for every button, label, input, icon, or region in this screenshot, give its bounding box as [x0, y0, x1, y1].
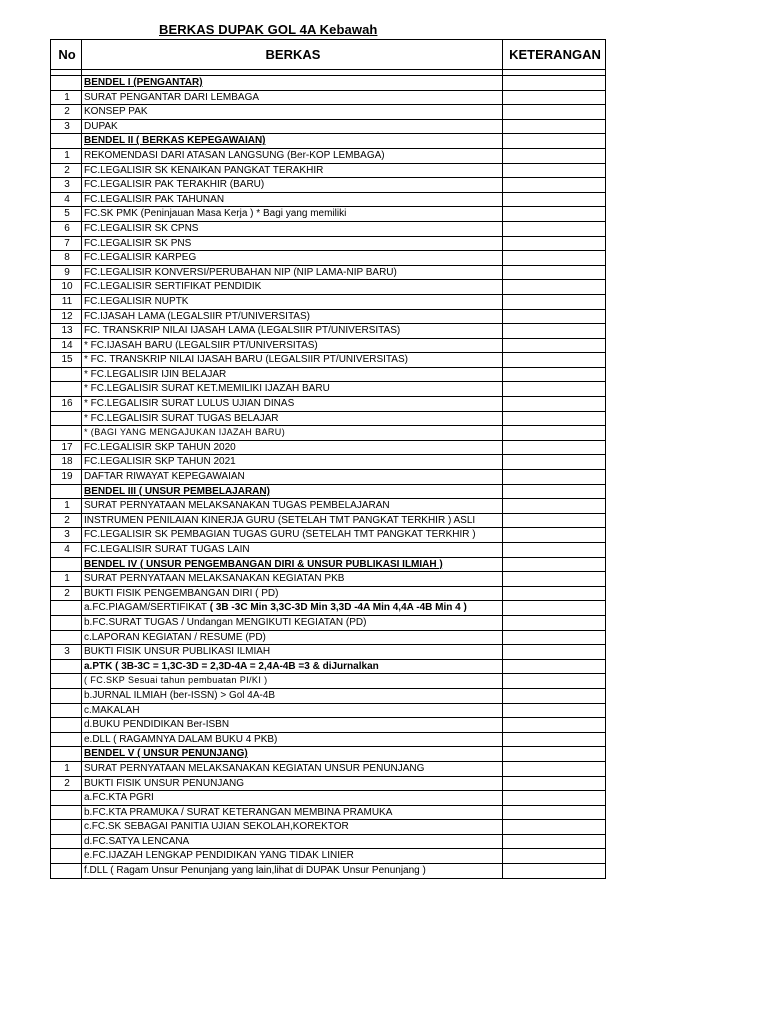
row-number: 12 — [51, 309, 82, 324]
berkas-cell — [82, 178, 503, 193]
keterangan-cell — [503, 805, 606, 820]
berkas-cell — [82, 148, 503, 163]
section-row — [51, 134, 606, 149]
berkas-cell — [82, 397, 503, 412]
table-row — [51, 148, 606, 163]
row-number — [51, 76, 82, 91]
table-row — [51, 236, 606, 251]
header-no: No — [51, 40, 82, 70]
section-row — [51, 747, 606, 762]
berkas-text: b.JURNAL ILMIAH (ber-ISSN) > Gol 4A-4B — [84, 689, 276, 701]
table-row — [51, 163, 606, 178]
table-row — [51, 572, 606, 587]
row-number: 3 — [51, 119, 82, 134]
berkas-text: SURAT PENGANTAR DARI LEMBAGA — [84, 91, 260, 103]
row-number: 19 — [51, 470, 82, 485]
row-number: 2 — [51, 586, 82, 601]
keterangan-cell — [503, 90, 606, 105]
keterangan-cell — [503, 119, 606, 134]
berkas-cell — [82, 367, 503, 382]
berkas-cell — [82, 163, 503, 178]
section-row — [51, 76, 606, 91]
berkas-extra-text: ( 3B -3C Min 3,3C-3D Min 3,3D -4A Min 4,4A -4B Min 4 ) — [206, 602, 467, 614]
berkas-cell — [82, 732, 503, 747]
table-row — [51, 513, 606, 528]
berkas-text: FC.LEGALISIR KONVERSI/PERUBAHAN NIP (NIP LAMA-NIP BARU) — [84, 266, 397, 278]
table-row — [51, 192, 606, 207]
table-row — [51, 659, 606, 674]
berkas-text: REKOMENDASI DARI ATASAN LANGSUNG (Ber-KOP LEMBAGA) — [84, 149, 385, 161]
berkas-cell — [82, 207, 503, 222]
table-row — [51, 820, 606, 835]
row-number: 15 — [51, 353, 82, 368]
berkas-text: FC.LEGALISIR SK KENAIKAN PANGKAT TERAKHIR — [84, 164, 324, 176]
row-number — [51, 134, 82, 149]
berkas-cell — [82, 90, 503, 105]
berkas-text: KONSEP PAK — [84, 106, 148, 118]
berkas-text: SURAT PERNYATAAN MELAKSANAKAN KEGIATAN PKB — [84, 573, 345, 585]
row-number: 14 — [51, 338, 82, 353]
berkas-text: FC.LEGALISIR KARPEG — [84, 252, 197, 264]
keterangan-cell — [503, 236, 606, 251]
table-row — [51, 703, 606, 718]
keterangan-cell — [503, 849, 606, 864]
table-row — [51, 90, 606, 105]
table-row — [51, 688, 606, 703]
berkas-text: * FC.LEGALISIR SURAT KET.MEMILIKI IJAZAH BARU — [84, 383, 330, 395]
keterangan-cell — [503, 397, 606, 412]
row-number: 10 — [51, 280, 82, 295]
table-row — [51, 761, 606, 776]
berkas-cell — [82, 761, 503, 776]
berkas-text: SURAT PERNYATAAN MELAKSANAKAN KEGIATAN UNSUR PENUNJANG — [84, 762, 425, 774]
berkas-cell — [82, 601, 503, 616]
berkas-cell — [82, 382, 503, 397]
berkas-cell — [82, 236, 503, 251]
keterangan-cell — [503, 601, 606, 616]
row-number: 2 — [51, 776, 82, 791]
berkas-text: b.FC.KTA PRAMUKA / SURAT KETERANGAN MEMBINA PRAMUKA — [84, 806, 393, 818]
berkas-text: FC.IJASAH LAMA (LEGALSIIR PT/UNIVERSITAS) — [84, 310, 310, 322]
row-number: 1 — [51, 148, 82, 163]
keterangan-cell — [503, 703, 606, 718]
berkas-cell — [82, 324, 503, 339]
keterangan-cell — [503, 265, 606, 280]
berkas-text: * (BAGI YANG MENGAJUKAN IJAZAH BARU) — [84, 427, 286, 438]
keterangan-cell — [503, 367, 606, 382]
keterangan-cell — [503, 630, 606, 645]
keterangan-cell — [503, 674, 606, 689]
berkas-text: FC.LEGALISIR SKP TAHUN 2020 — [84, 441, 236, 453]
berkas-cell — [82, 294, 503, 309]
row-number: 8 — [51, 251, 82, 266]
keterangan-cell — [503, 148, 606, 163]
berkas-text: FC.LEGALISIR SKP TAHUN 2021 — [84, 456, 236, 468]
berkas-cell — [82, 791, 503, 806]
berkas-cell — [82, 280, 503, 295]
berkas-text: * FC.LEGALISIR IJIN BELAJAR — [84, 368, 227, 380]
table-row — [51, 499, 606, 514]
keterangan-cell — [503, 309, 606, 324]
header-berkas: BERKAS — [82, 40, 503, 70]
keterangan-cell — [503, 513, 606, 528]
document-title: BERKAS DUPAK GOL 4A Kebawah — [159, 22, 378, 37]
keterangan-cell — [503, 470, 606, 485]
table-row — [51, 309, 606, 324]
berkas-cell — [82, 630, 503, 645]
berkas-text: FC.LEGALISIR SURAT TUGAS LAIN — [84, 544, 250, 555]
berkas-text: FC.SK PMK (Peninjauan Masa Kerja ) * Bagi yang memiliki — [84, 208, 347, 220]
keterangan-cell — [503, 659, 606, 674]
table-row — [51, 732, 606, 747]
table-row — [51, 105, 606, 120]
row-number: 7 — [51, 236, 82, 251]
section-title: BENDEL II ( BERKAS KEPEGAWAIAN) — [84, 135, 266, 147]
table-row — [51, 397, 606, 412]
keterangan-cell — [503, 134, 606, 149]
row-number: 2 — [51, 513, 82, 528]
row-number — [51, 382, 82, 397]
berkas-cell — [82, 221, 503, 236]
section-title: BENDEL I (PENGANTAR) — [84, 77, 203, 88]
row-number — [51, 849, 82, 864]
keterangan-cell — [503, 615, 606, 630]
row-number — [51, 703, 82, 718]
table-row — [51, 864, 606, 879]
keterangan-cell — [503, 528, 606, 543]
berkas-cell — [82, 543, 503, 558]
row-number: 3 — [51, 178, 82, 193]
row-number: 1 — [51, 90, 82, 105]
berkas-text: c.MAKALAH — [84, 704, 140, 716]
section-heading — [82, 484, 503, 499]
row-number — [51, 484, 82, 499]
keterangan-cell — [503, 586, 606, 601]
table-row — [51, 324, 606, 339]
header-row — [51, 40, 606, 70]
berkas-cell — [82, 338, 503, 353]
keterangan-cell — [503, 426, 606, 441]
keterangan-cell — [503, 440, 606, 455]
table-row — [51, 221, 606, 236]
berkas-text: FC.LEGALISIR PAK TAHUNAN — [84, 193, 225, 205]
row-number: 6 — [51, 221, 82, 236]
section-row — [51, 484, 606, 499]
berkas-text: * FC.LEGALISIR SURAT LULUS UJIAN DINAS — [84, 398, 295, 410]
keterangan-cell — [503, 251, 606, 266]
table-row — [51, 367, 606, 382]
table-row — [51, 382, 606, 397]
section-heading — [82, 134, 503, 149]
berkas-text: FC.LEGALISIR SERTIFIKAT PENDIDIK — [84, 281, 262, 293]
table-row — [51, 119, 606, 134]
row-number: 18 — [51, 455, 82, 470]
berkas-text: BUKTI FISIK PENGEMBANGAN DIRI ( PD) — [84, 587, 279, 599]
keterangan-cell — [503, 820, 606, 835]
row-number — [51, 557, 82, 572]
keterangan-cell — [503, 76, 606, 91]
berkas-cell — [82, 513, 503, 528]
berkas-cell — [82, 572, 503, 587]
section-heading — [82, 557, 503, 572]
berkas-text: a.FC.PIAGAM/SERTIFIKAT — [84, 602, 207, 614]
keterangan-cell — [503, 791, 606, 806]
berkas-text: FC.LEGALISIR PAK TERAKHIR (BARU) — [84, 179, 265, 191]
berkas-cell — [82, 119, 503, 134]
keterangan-cell — [503, 455, 606, 470]
berkas-text: * FC.IJASAH BARU (LEGALSIIR PT/UNIVERSITAS) — [84, 339, 318, 351]
keterangan-cell — [503, 834, 606, 849]
berkas-cell — [82, 776, 503, 791]
berkas-cell — [82, 251, 503, 266]
berkas-cell — [82, 440, 503, 455]
row-number: 3 — [51, 528, 82, 543]
row-number: 2 — [51, 163, 82, 178]
row-number — [51, 659, 82, 674]
keterangan-cell — [503, 178, 606, 193]
table-row — [51, 353, 606, 368]
berkas-text: INSTRUMEN PENILAIAN KINERJA GURU (SETELAH TMT PANGKAT TERKHIR ) ASLI — [84, 514, 476, 526]
berkas-cell — [82, 470, 503, 485]
berkas-cell — [82, 528, 503, 543]
keterangan-cell — [503, 411, 606, 426]
table-row — [51, 615, 606, 630]
berkas-cell — [82, 645, 503, 660]
row-number — [51, 834, 82, 849]
row-number — [51, 688, 82, 703]
table-row — [51, 426, 606, 441]
keterangan-cell — [503, 864, 606, 879]
section-row — [51, 557, 606, 572]
berkas-text: SURAT PERNYATAAN MELAKSANAKAN TUGAS PEMBELAJARAN — [84, 500, 390, 512]
berkas-cell — [82, 499, 503, 514]
berkas-text: b.FC.SURAT TUGAS / Undangan MENGIKUTI KEGIATAN (PD) — [84, 616, 367, 628]
keterangan-cell — [503, 718, 606, 733]
table-row — [51, 294, 606, 309]
berkas-cell — [82, 455, 503, 470]
berkas-cell — [82, 849, 503, 864]
row-number — [51, 805, 82, 820]
table-row — [51, 718, 606, 733]
table-row — [51, 338, 606, 353]
table-row — [51, 791, 606, 806]
berkas-text: FC.LEGALISIR SK PEMBAGIAN TUGAS GURU (SETELAH TMT PANGKAT TERKHIR ) — [84, 529, 476, 541]
table-row — [51, 440, 606, 455]
berkas-text: BUKTI FISIK UNSUR PENUNJANG — [84, 777, 245, 789]
table-row — [51, 586, 606, 601]
table-row — [51, 776, 606, 791]
keterangan-cell — [503, 572, 606, 587]
keterangan-cell — [503, 163, 606, 178]
table-row — [51, 470, 606, 485]
berkas-cell — [82, 586, 503, 601]
row-number — [51, 864, 82, 879]
keterangan-cell — [503, 280, 606, 295]
keterangan-cell — [503, 761, 606, 776]
keterangan-cell — [503, 207, 606, 222]
berkas-text: DUPAK — [84, 120, 118, 132]
section-heading — [82, 747, 503, 762]
keterangan-cell — [503, 484, 606, 499]
berkas-text: c.LAPORAN KEGIATAN / RESUME (PD) — [84, 631, 266, 643]
berkas-text: FC. TRANSKRIP NILAI IJASAH LAMA (LEGALSIIR PT/UNIVERSITAS) — [84, 325, 401, 337]
berkas-cell — [82, 615, 503, 630]
row-number: 11 — [51, 294, 82, 309]
row-number: 5 — [51, 207, 82, 222]
keterangan-cell — [503, 557, 606, 572]
berkas-text: e.FC.IJAZAH LENGKAP PENDIDIKAN YANG TIDAK LINIER — [84, 850, 354, 862]
berkas-text: FC.LEGALISIR SK CPNS — [84, 222, 199, 234]
berkas-cell — [82, 659, 503, 674]
row-number: 16 — [51, 397, 82, 412]
berkas-text: DAFTAR RIWAYAT KEPEGAWAIAN — [84, 471, 245, 483]
berkas-cell — [82, 834, 503, 849]
berkas-cell — [82, 820, 503, 835]
berkas-cell — [82, 265, 503, 280]
berkas-cell — [82, 703, 503, 718]
table-row — [51, 630, 606, 645]
berkas-text: FC.LEGALISIR SK PNS — [84, 237, 192, 249]
keterangan-cell — [503, 294, 606, 309]
berkas-cell — [82, 805, 503, 820]
berkas-text: * FC. TRANSKRIP NILAI IJASAH BARU (LEGALSIIR PT/UNIVERSITAS) — [84, 354, 408, 366]
berkas-text: e.DLL ( RAGAMNYA DALAM BUKU 4 PKB) — [84, 733, 278, 745]
berkas-text: a.FC.KTA PGRI — [84, 792, 154, 804]
berkas-text: c.FC.SK SEBAGAI PANITIA UJIAN SEKOLAH,KOREKTOR — [84, 821, 349, 833]
berkas-cell — [82, 674, 503, 689]
keterangan-cell — [503, 747, 606, 762]
keterangan-cell — [503, 324, 606, 339]
table-row — [51, 674, 606, 689]
keterangan-cell — [503, 732, 606, 747]
row-number — [51, 615, 82, 630]
row-number — [51, 367, 82, 382]
berkas-text: d.FC.SATYA LENCANA — [84, 835, 190, 847]
row-number: 1 — [51, 572, 82, 587]
berkas-text: BUKTI FISIK UNSUR PUBLIKASI ILMIAH — [84, 646, 271, 658]
berkas-cell — [82, 353, 503, 368]
row-number: 17 — [51, 440, 82, 455]
section-title: BENDEL V ( UNSUR PENUNJANG) — [84, 748, 248, 760]
keterangan-cell — [503, 645, 606, 660]
berkas-cell — [82, 718, 503, 733]
keterangan-cell — [503, 221, 606, 236]
berkas-table-body — [51, 40, 606, 879]
section-title: BENDEL III ( UNSUR PEMBELAJARAN) — [84, 485, 270, 497]
row-number — [51, 674, 82, 689]
table-row — [51, 265, 606, 280]
row-number — [51, 630, 82, 645]
berkas-cell — [82, 688, 503, 703]
row-number — [51, 426, 82, 441]
row-number: 9 — [51, 265, 82, 280]
berkas-cell — [82, 309, 503, 324]
row-number: 1 — [51, 761, 82, 776]
section-title: BENDEL IV ( UNSUR PENGEMBANGAN DIRI & UNSUR PUBLIKASI ILMIAH ) — [84, 558, 443, 570]
keterangan-cell — [503, 105, 606, 120]
table-row — [51, 251, 606, 266]
keterangan-cell — [503, 338, 606, 353]
row-number — [51, 791, 82, 806]
berkas-text: a.PTK ( 3B-3C = 1,3C-3D = 2,3D-4A = 2,4A-4B =3 & diJurnalkan — [84, 660, 379, 672]
table-row — [51, 411, 606, 426]
berkas-text: f.DLL ( Ragam Unsur Penunjang yang lain,lihat di DUPAK Unsur Penunjang ) — [84, 865, 426, 877]
berkas-cell — [82, 105, 503, 120]
table-row — [51, 280, 606, 295]
keterangan-cell — [503, 543, 606, 558]
keterangan-cell — [503, 353, 606, 368]
berkas-cell — [82, 411, 503, 426]
section-heading — [82, 76, 503, 91]
berkas-text: ( FC.SKP Sesuai tahun pembuatan PI/KI ) — [84, 675, 268, 686]
table-row — [51, 834, 606, 849]
row-number: 13 — [51, 324, 82, 339]
row-number — [51, 718, 82, 733]
keterangan-cell — [503, 499, 606, 514]
table-row — [51, 805, 606, 820]
row-number — [51, 820, 82, 835]
table-row — [51, 645, 606, 660]
row-number — [51, 411, 82, 426]
table-row — [51, 455, 606, 470]
berkas-text: * FC.LEGALISIR SURAT TUGAS BELAJAR — [84, 412, 279, 424]
table-row — [51, 207, 606, 222]
keterangan-cell — [503, 192, 606, 207]
row-number: 4 — [51, 543, 82, 558]
row-number — [51, 732, 82, 747]
berkas-cell — [82, 864, 503, 879]
berkas-table — [50, 39, 606, 879]
table-row — [51, 601, 606, 616]
row-number: 3 — [51, 645, 82, 660]
berkas-text: d.BUKU PENDIDIKAN Ber-ISBN — [84, 719, 230, 731]
keterangan-cell — [503, 776, 606, 791]
berkas-cell — [82, 192, 503, 207]
row-number: 1 — [51, 499, 82, 514]
row-number: 2 — [51, 105, 82, 120]
table-row — [51, 849, 606, 864]
berkas-text: FC.LEGALISIR NUPTK — [84, 295, 189, 307]
table-row — [51, 178, 606, 193]
keterangan-cell — [503, 382, 606, 397]
header-keterangan: KETERANGAN — [503, 40, 606, 70]
row-number: 4 — [51, 192, 82, 207]
row-number — [51, 747, 82, 762]
table-row — [51, 528, 606, 543]
keterangan-cell — [503, 688, 606, 703]
table-row — [51, 543, 606, 558]
berkas-cell — [82, 426, 503, 441]
row-number — [51, 601, 82, 616]
